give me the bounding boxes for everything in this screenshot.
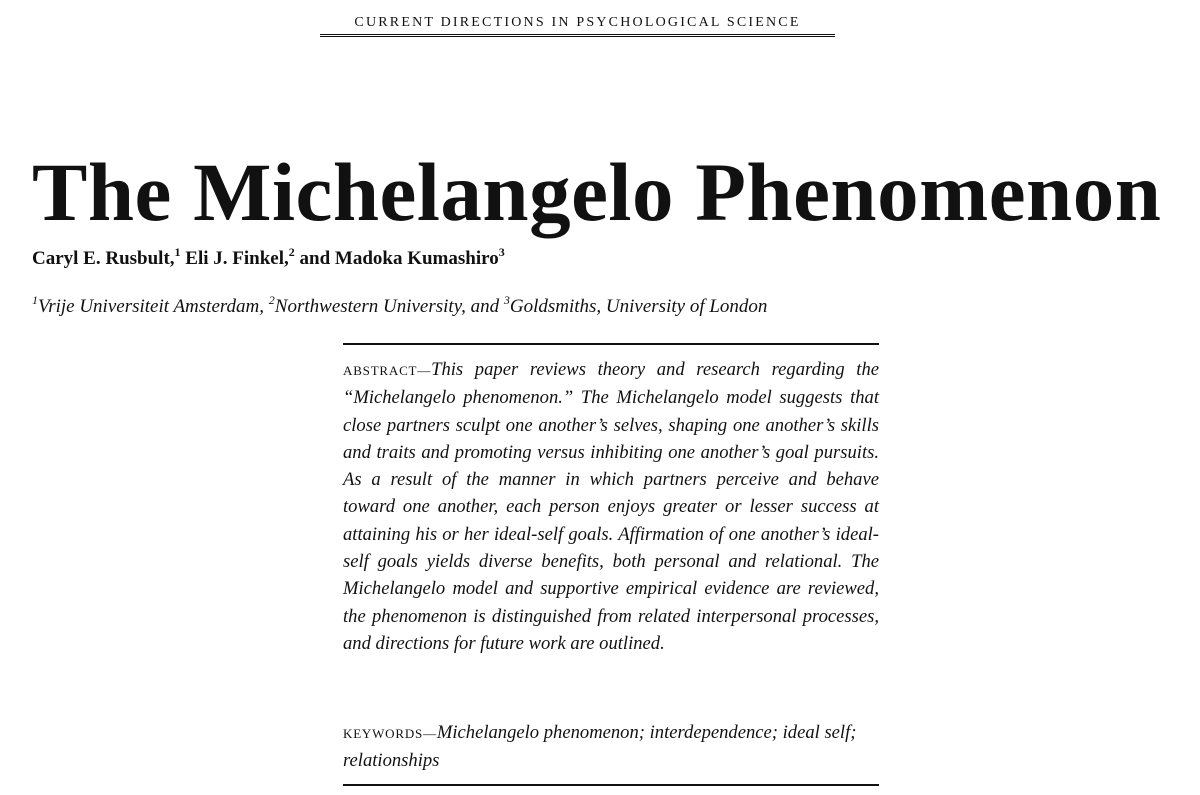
keywords [343,719,879,774]
author-affiliation-marker: 3 [498,245,505,259]
affiliations [32,295,767,319]
affiliation-marker: 3 [503,293,510,307]
article-title: The Michelangelo Phenomenon [32,146,1162,238]
affiliation-marker: 2 [268,293,275,307]
keywords-label: KEYWORDS— [343,726,437,741]
affiliation-text: Goldsmiths, University of London [509,296,768,317]
abstract-body: This paper reviews theory and research regarding the “Michelangelo phenomenon.” The Michelangelo model suggests that close partners sculpt one another’s selves, shaping one another’s skills and traits and promoting versus inhibiting one another’s goal pursuits. As a result of the manner in which partners perceive and behave toward one another, each person enjoys greater or lesser success at attaining his or her ideal-self goals. Affirmation of one another’s ideal-self goals yields diverse benefits, both personal and relational. The Michelangelo model and supportive empirical evidence are reviewed, the phenomenon is distinguished from related interpersonal processes, and directions for future work are outlined. [343,359,879,654]
author-name: Caryl E. Rusbult, [32,248,175,269]
affiliation-text: Vrije Universiteit Amsterdam, [38,296,265,317]
abstract-block [343,343,879,786]
author-affiliation-marker: 1 [174,245,181,259]
affiliation-marker: 1 [32,293,38,307]
abstract-label: ABSTRACT— [343,363,432,378]
author-name: Eli J. Finkel, [185,248,289,269]
affiliation-text: Northwestern University, and [274,296,500,317]
abstract [343,356,879,657]
author-list [32,247,505,271]
journal-header: CURRENT DIRECTIONS IN PSYCHOLOGICAL SCIENCE [320,14,835,37]
author-affiliation-marker: 2 [288,245,295,259]
keywords-body: Michelangelo phenomenon; interdependence; ideal self; relationships [343,722,857,771]
author-name: and Madoka Kumashiro [299,248,499,269]
